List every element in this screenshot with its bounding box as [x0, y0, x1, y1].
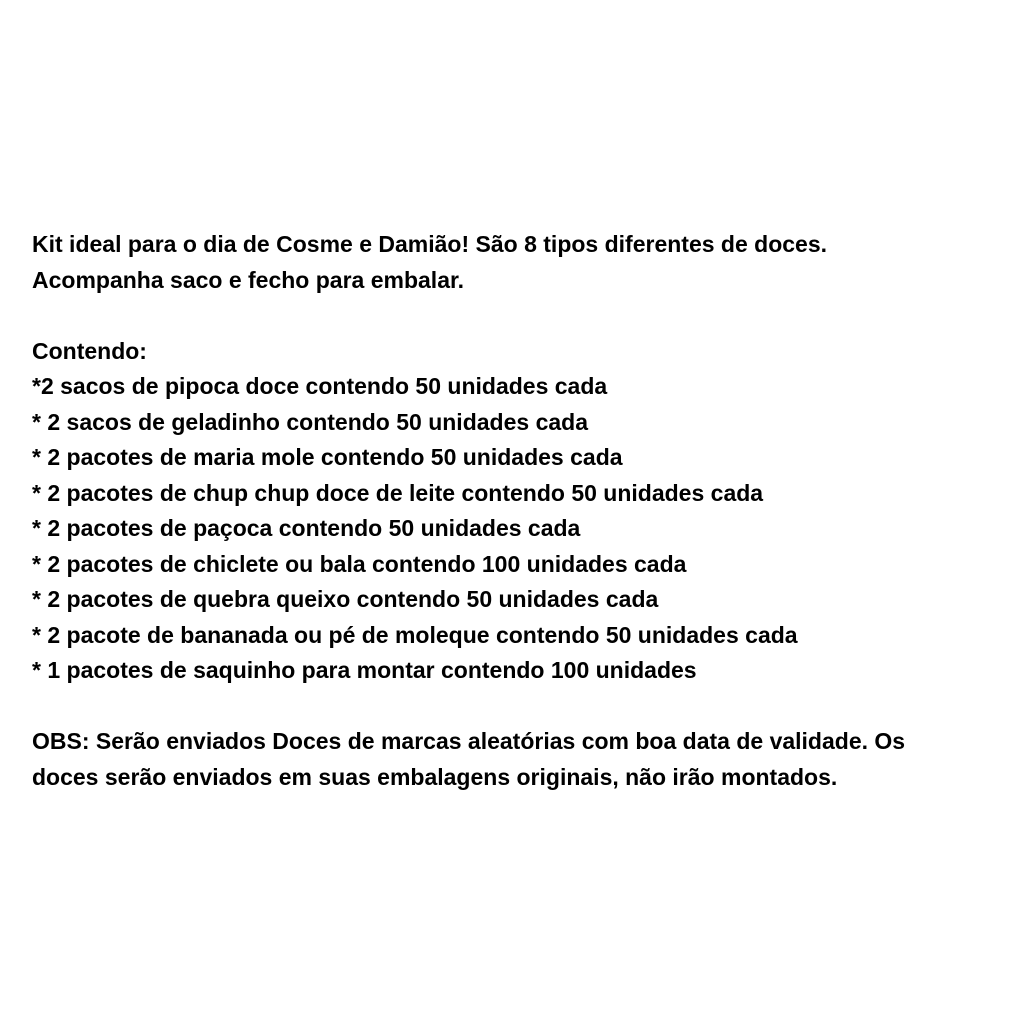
list-item: * 2 pacotes de chup chup doce de leite contendo 50 unidades cada: [32, 479, 764, 506]
product-description: [32, 227, 1002, 795]
note-line-1: OBS: Serão enviados Doces de marcas aleatórias com boa data de validade. Os: [32, 728, 906, 754]
note-line-2: doces serão enviados em suas embalagens originais, não irão montados.: [32, 763, 838, 790]
contents-list: [32, 369, 1002, 689]
intro-line-2: Acompanha saco e fecho para embalar.: [32, 266, 465, 293]
list-item: * 2 sacos de geladinho contendo 50 unidades cada: [32, 408, 588, 435]
contents-heading: Contendo:: [32, 337, 147, 364]
list-item: * 2 pacotes de quebra queixo contendo 50 unidades cada: [32, 586, 659, 612]
list-item: * 2 pacotes de maria mole contendo 50 unidades cada: [32, 444, 623, 470]
intro-line-1: Kit ideal para o dia de Cosme e Damião! São 8 tipos diferentes de doces.: [32, 231, 828, 257]
paragraph-spacer: [32, 689, 1002, 725]
paragraph-spacer: [32, 298, 1002, 334]
list-item: * 2 pacotes de paçoca contendo 50 unidades cada: [32, 515, 581, 541]
list-item: * 2 pacotes de chiclete ou bala contendo 100 unidades cada: [32, 550, 687, 577]
list-item: *2 sacos de pipoca doce contendo 50 unidades cada: [32, 373, 608, 399]
list-item: * 1 pacotes de saquinho para montar contendo 100 unidades: [32, 657, 697, 683]
list-item: * 2 pacote de bananada ou pé de moleque contendo 50 unidades cada: [32, 621, 798, 648]
